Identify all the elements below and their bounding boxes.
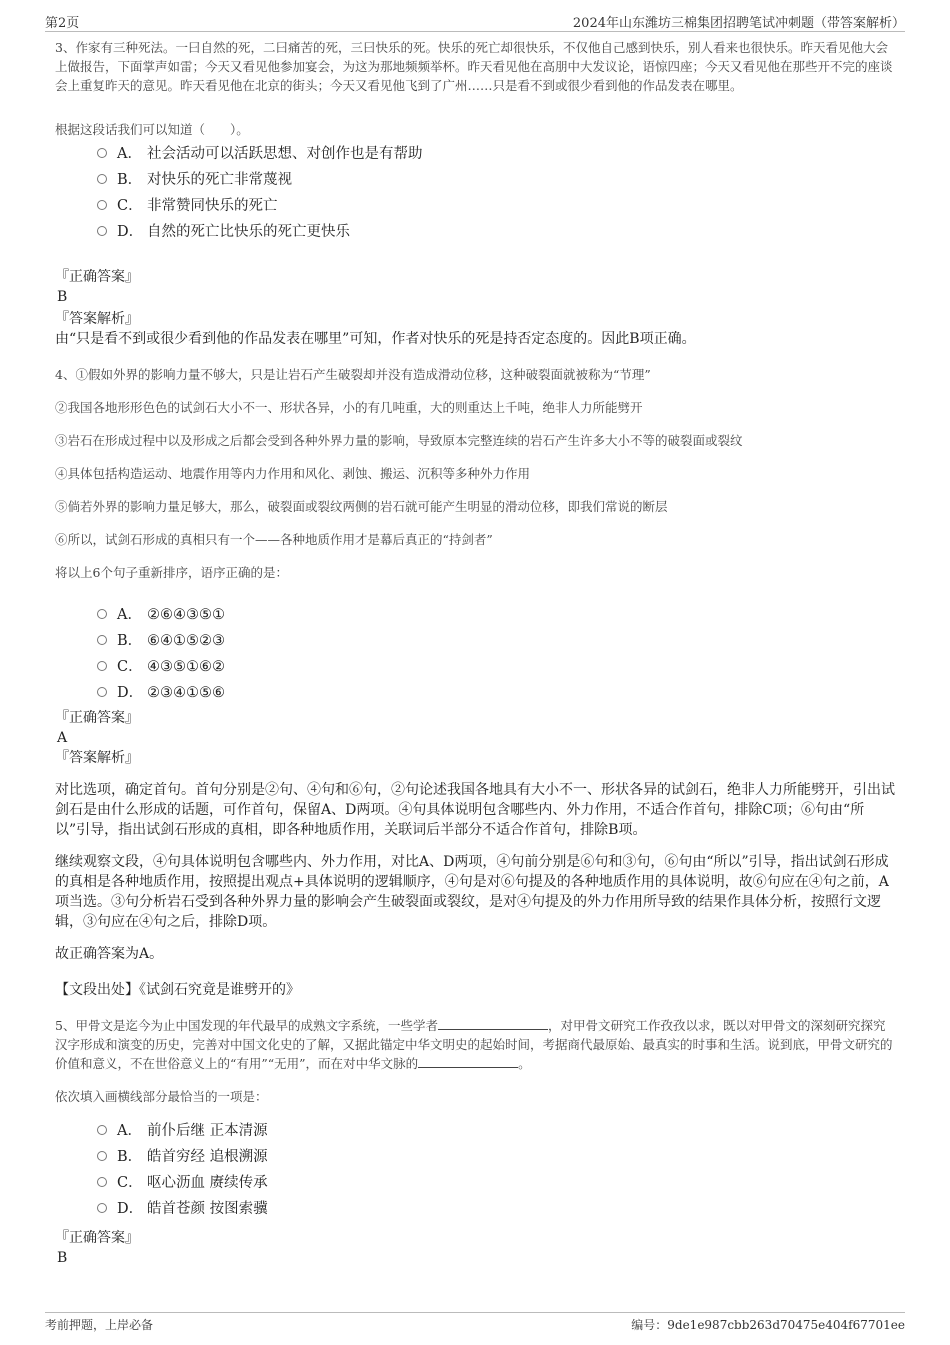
q5-option-a[interactable]: A． 前仆后继 正本清源 xyxy=(97,1118,895,1144)
q4-source: 【文段出处】《试剑石究竟是谁劈开的》 xyxy=(55,982,300,998)
q5-answer-label: 『正确答案』 xyxy=(55,1230,139,1246)
q4-option-b[interactable]: B． ⑥④①⑤②③ xyxy=(97,628,895,654)
q4-sentence: ②我国各地形形色色的试剑石大小不一、形状各异，小的有几吨重，大的则重达上千吨，绝非人力所能劈开 xyxy=(55,400,643,415)
q4-sentence: 4、①假如外界的影响力量不够大，只是让岩石产生破裂却并没有造成滑动位移，这种破裂面就被称为“节理” xyxy=(55,367,651,382)
page-number: 第2页 xyxy=(45,16,80,31)
radio-icon[interactable] xyxy=(97,687,107,697)
q5-option-d[interactable]: D． 皓首苍颜 按图索骥 xyxy=(97,1196,895,1222)
q3-option-a[interactable]: A． 社会活动可以活跃思想、对创作也是有帮助 xyxy=(97,141,895,167)
radio-icon[interactable] xyxy=(97,226,107,236)
radio-icon[interactable] xyxy=(97,1125,107,1135)
q4-sentence: ③岩石在形成过程中以及形成之后都会受到各种外界力量的影响，导致原本完整连续的岩石产生许多大小不等的破裂面或裂纹 xyxy=(55,433,743,448)
q5-stem: 5、甲骨文是迄今为止中国发现的年代最早的成熟文字系统，一些学者 ，对甲骨文研究工作孜孜以求，既以对甲骨文的深刻研究探究汉字形成和演变的历史，完善对中国文化史的了解，又据此锚定中华文明史的起始时间，考据商代最原始、最真实的时事和生活。说到底，甲骨文研究的价值和意义，不在世俗意义上的“有用”“无用”，而在对中华文脉的 。 xyxy=(55,1018,893,1071)
radio-icon[interactable] xyxy=(97,148,107,158)
q4-analysis-para: 故正确答案为A。 xyxy=(55,946,164,962)
q4-sentence: ④具体包括构造运动、地震作用等内力作用和风化、剥蚀、搬运、沉积等多种外力作用 xyxy=(55,466,531,481)
radio-icon[interactable] xyxy=(97,635,107,645)
q3-answer: B xyxy=(57,289,68,305)
q3-stem: 3、作家有三种死法。一曰自然的死，二曰痛苦的死，三曰快乐的死。快乐的死亡却很快乐，不仅他自己感到快乐，别人看来也很快乐。昨天看见他大会上做报告，下面掌声如雷；今天又看见他参加宴会，为这为那地频频举杯。昨天看见他在高朋中大发议论，语惊四座；今天又看见他在那些开不完的座谈会上重复昨天的意见。昨天看见他在北京的街头；今天又看见他飞到了广州……只是看不到或很少看到他的作品发表在哪里。 xyxy=(55,40,893,93)
q5-option-b[interactable]: B． 皓首穷经 追根溯源 xyxy=(97,1144,895,1170)
q3-option-d[interactable]: D． 自然的死亡比快乐的死亡更快乐 xyxy=(97,219,895,245)
page-header xyxy=(45,12,905,32)
q3-analysis: 由“只是看不到或很少看到他的作品发表在哪里”可知，作者对快乐的死是持否定态度的。因此B项正确。 xyxy=(55,331,696,347)
q5-answer: B xyxy=(57,1250,68,1266)
q4-sentence: ⑥所以，试剑石形成的真相只有一个——各种地质作用才是幕后真正的“持剑者” xyxy=(55,532,493,547)
radio-icon[interactable] xyxy=(97,1151,107,1161)
fill-blank[interactable] xyxy=(438,1017,548,1030)
q3-analysis-label: 『答案解析』 xyxy=(55,311,139,327)
q4-answer-label: 『正确答案』 xyxy=(55,710,139,726)
document-title: 2024年山东潍坊三棉集团招聘笔试冲刺题（带答案解析） xyxy=(572,16,905,31)
q4-sentences xyxy=(55,365,895,582)
radio-icon[interactable] xyxy=(97,1203,107,1213)
q4-analysis-para: 对比选项，确定首句。首句分别是②句、④句和⑥句，②句论述我国各地具有大小不一、形状各异的试剑石，绝非人力所能劈开，引出试剑石是由什么形成的话题，可作首句，保留A、D两项。④句具体说明包含哪些内、外力作用，不适合作首句，排除C项；⑥句由“所以”引导，指出试剑石形成的真相，即各种地质作用，关联词后半部分不适合作首句，排除B项。 xyxy=(55,782,895,838)
radio-icon[interactable] xyxy=(97,200,107,210)
radio-icon[interactable] xyxy=(97,609,107,619)
q4-option-c[interactable]: C． ④③⑤①⑥② xyxy=(97,654,895,680)
q4-option-d[interactable]: D． ②③④①⑤⑥ xyxy=(97,680,895,706)
q5-option-c[interactable]: C． 呕心沥血 赓续传承 xyxy=(97,1170,895,1196)
q4-answer: A xyxy=(57,730,68,746)
q4-analysis-para: 继续观察文段，④句具体说明包含哪些内、外力作用，对比A、D两项，④句前分别是⑥句和③句，⑥句由“所以”引导，指出试剑石形成的真相是各种地质作用，按照提出观点+具体说明的逻辑顺序，④句是对⑥句提及的各种地质作用的具体说明，故⑥句应在④句之前，A项当选。③句分析岩石受到各种外界力量的影响会产生破裂面或裂纹，是对④句提及的外力作用所导致的结果作具体分析，按照行文逻辑，③句应在④句之后，排除D项。 xyxy=(55,854,889,930)
q5-prompt: 依次填入画横线部分最恰当的一项是： xyxy=(55,1089,268,1104)
q4-sentence: ⑤倘若外界的影响力量足够大，那么，破裂面或裂纹两侧的岩石就可能产生明显的滑动位移，即我们常说的断层 xyxy=(55,499,668,514)
q4-option-a[interactable]: A． ②⑥④③⑤① xyxy=(97,602,895,628)
header-divider xyxy=(45,31,905,32)
q3-options xyxy=(97,141,895,245)
page-footer xyxy=(45,1312,905,1332)
q4-options xyxy=(97,602,895,706)
page-content xyxy=(55,38,895,1268)
q3-prompt: 根据这段话我们可以知道（ ）。 xyxy=(55,122,249,137)
radio-icon[interactable] xyxy=(97,661,107,671)
radio-icon[interactable] xyxy=(97,174,107,184)
footer-slogan: 考前押题，上岸必备 xyxy=(45,1318,154,1332)
q4-analysis-label: 『答案解析』 xyxy=(55,750,139,766)
q3-answer-label: 『正确答案』 xyxy=(55,269,139,285)
q3-option-b[interactable]: B． 对快乐的死亡非常蔑视 xyxy=(97,167,895,193)
fill-blank[interactable] xyxy=(418,1055,518,1068)
radio-icon[interactable] xyxy=(97,1177,107,1187)
q4-prompt: 将以上6个句子重新排序，语序正确的是： xyxy=(55,565,288,580)
q3-option-c[interactable]: C． 非常赞同快乐的死亡 xyxy=(97,193,895,219)
document-id: 编号：9de1e987cbb263d70475e404f67701ee xyxy=(631,1318,905,1332)
q5-options xyxy=(97,1118,895,1222)
